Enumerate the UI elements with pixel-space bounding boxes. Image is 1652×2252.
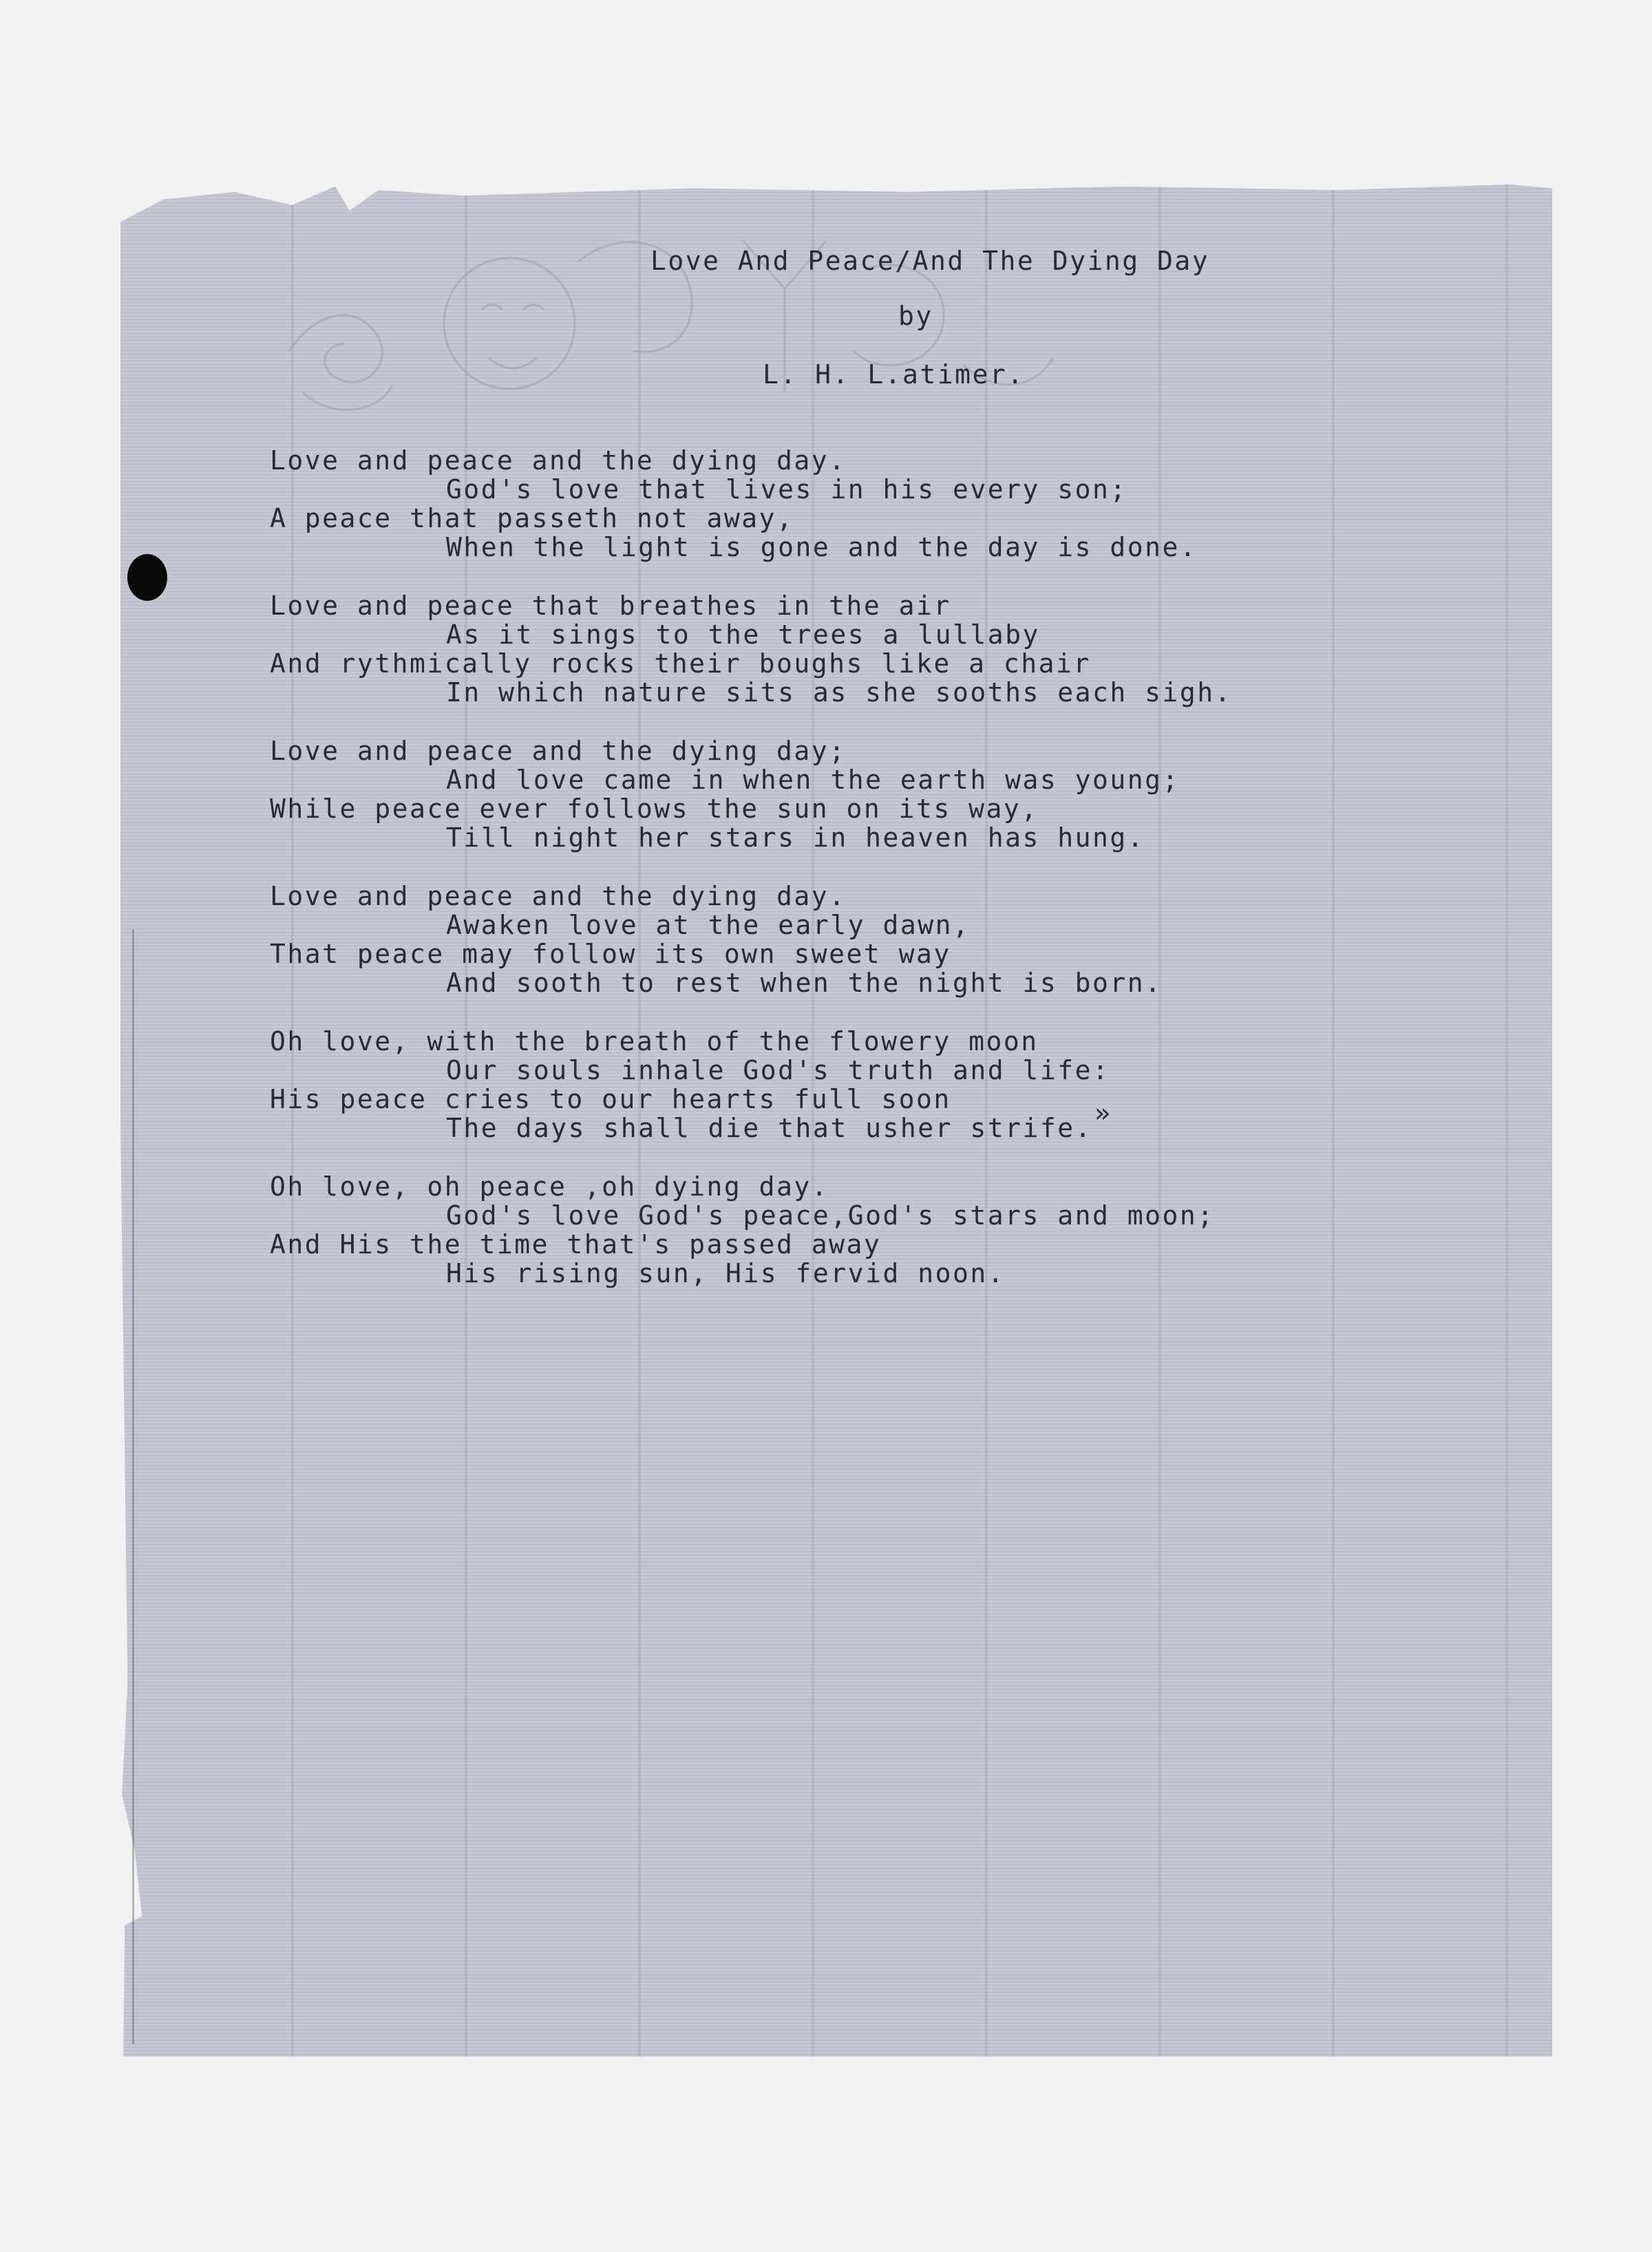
- author-name: L. H. L.atimer.: [763, 359, 1025, 390]
- poem-line: And sooth to rest when the night is born.: [446, 968, 1163, 998]
- poem-line: And rythmically rocks their boughs like a chair: [270, 648, 1091, 679]
- poem-line: God's love God's peace,God's stars and moon;: [446, 1200, 1215, 1231]
- poem-line: And His the time that's passed away: [270, 1229, 882, 1260]
- byline: by: [898, 301, 933, 331]
- poem-line: As it sings to the trees a lullaby: [446, 619, 1040, 650]
- stanza-2: [270, 591, 1509, 707]
- pencil-rule: [132, 929, 134, 2044]
- poem-line: The days shall die that usher strife.: [446, 1113, 1092, 1143]
- punch-hole: [127, 554, 167, 601]
- poem-body: [270, 446, 1509, 1317]
- stanza-5: [270, 1027, 1509, 1143]
- poem-line: Awaken love at the early dawn,: [446, 910, 971, 940]
- stanza-1: [270, 446, 1509, 562]
- poem-line: Love and peace and the dying day;: [270, 736, 847, 766]
- stanza-6: [270, 1172, 1509, 1288]
- poem-line: His rising sun, His fervid noon.: [446, 1258, 1006, 1288]
- poem-line: Oh love, with the breath of the flowery moon: [270, 1026, 1039, 1056]
- poem-line: Love and peace that breathes in the air: [270, 591, 951, 621]
- stanza-4: [270, 882, 1509, 997]
- poem-line: His peace cries to our hearts full soon: [270, 1084, 951, 1114]
- poem-line: Love and peace and the dying day.: [270, 881, 847, 911]
- poem-line: Love and peace and the dying day.: [270, 445, 847, 476]
- poem-line: Oh love, oh peace ,oh dying day.: [270, 1171, 829, 1202]
- poem-line: God's love that lives in his every son;: [446, 474, 1127, 504]
- poem-line: In which nature sits as she sooths each sigh.: [446, 677, 1233, 708]
- stanza-3: [270, 736, 1509, 852]
- poem-title: Love And Peace/And The Dying Day: [650, 246, 1210, 276]
- margin-mark: »: [1094, 1098, 1112, 1128]
- poem-line: That peace may follow its own sweet way: [270, 939, 951, 969]
- poem-line: A peace that passeth not away,: [270, 503, 794, 533]
- poem-line: Till night her stars in heaven has hung.: [446, 822, 1145, 853]
- poem-line: And love came in when the earth was young;: [446, 765, 1180, 795]
- poem-line: Our souls inhale God's truth and life:: [446, 1055, 1110, 1085]
- watermark-drawing: [262, 186, 1088, 475]
- poem-line: When the light is gone and the day is done.: [446, 532, 1198, 562]
- poem-line: While peace ever follows the sun on its way,: [270, 794, 1039, 824]
